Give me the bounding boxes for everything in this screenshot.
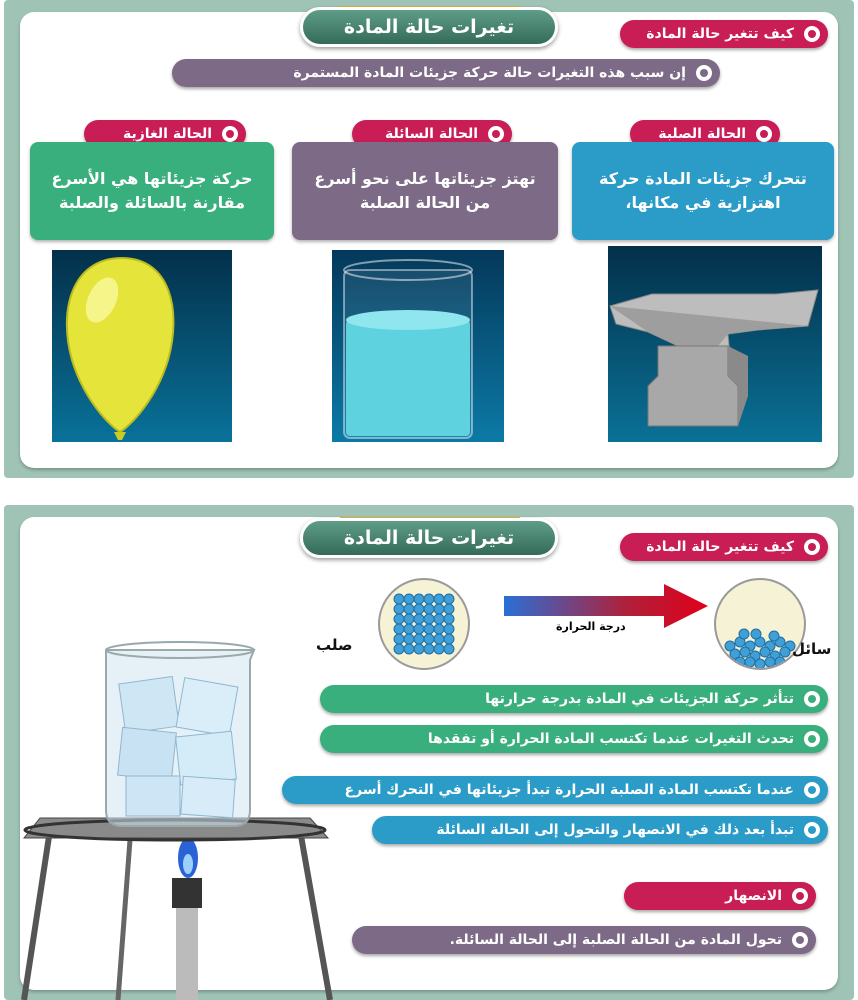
intro-banner: إن سبب هذه التغيرات حالة حركة جزيئات المادة المستمرة [172,59,720,87]
solid-particle [394,594,404,604]
solid-particle [404,594,414,604]
solid-particle [424,624,434,634]
solid-particle [414,644,424,654]
liquid-particle [740,647,750,657]
solid-particle [394,634,404,644]
solid-particles-icon [380,580,468,668]
fact-2: تحدث التغيرات عندما تكتسب المادة الحرارة أو تفقدها [320,725,828,753]
balloon-icon [52,250,232,442]
panel2-heading: كيف تتغير حالة المادة [620,533,828,561]
beaker-stand-icon [10,630,340,1000]
anvil-image [608,246,822,442]
water-glass-image [332,250,504,442]
solid-particles-circle [378,578,470,670]
solid-particle [434,644,444,654]
temperature-label: درجة الحرارة [556,620,626,633]
bullet-icon [756,126,772,142]
fact-4: تبدأ بعد ذلك في الانصهار والتحول إلى الحالة السائلة [372,816,828,844]
solid-particle [394,614,404,624]
solid-particle [404,644,414,654]
bullet-icon [222,126,238,142]
glass-icon [332,250,504,442]
liquid-desc-box: تهتز جزيئاتها على نحو أسرع من الحالة الصلبة [292,142,558,240]
liquid-particle [780,647,790,657]
solid-particle [444,644,454,654]
solid-particle [424,634,434,644]
solid-particle [414,614,424,624]
solid-particle [424,614,434,624]
solid-particle [434,624,444,634]
solid-particle [444,594,454,604]
liquid-particle [760,647,770,657]
solid-particle [414,634,424,644]
solid-particle [444,614,454,624]
solid-label: صلب [316,636,353,654]
solid-particle [414,604,424,614]
liquid-particle [769,631,779,641]
solid-particle [444,634,454,644]
solid-particle [424,604,434,614]
bullet-icon [804,782,820,798]
solid-particle [394,624,404,634]
liquid-particles-icon [716,580,804,668]
solid-particle [404,604,414,614]
bullet-icon [804,539,820,555]
bullet-icon [804,731,820,747]
solid-particle [394,644,404,654]
solid-particle [414,594,424,604]
solid-particle [434,634,444,644]
bullet-icon [804,691,820,707]
panel1-heading: كيف تتغير حالة المادة [620,20,828,48]
solid-particle [434,614,444,624]
balloon-image [52,250,232,442]
solid-particle [414,624,424,634]
fact-3: عندما تكتسب المادة الصلبة الحرارة تبدأ جزيئاتها في التحرك أسرع [282,776,828,804]
solid-particle [404,634,414,644]
solid-particle [424,594,434,604]
anvil-icon [608,246,822,442]
liquid-particle [751,629,761,639]
solid-particle [444,604,454,614]
fact-1: تتأثر حركة الجزيئات في المادة بدرجة حرارتها [320,685,828,713]
bullet-icon [792,932,808,948]
liquid-particle [765,657,775,667]
solid-particle [404,614,414,624]
solid-particle [434,594,444,604]
bullet-icon [696,65,712,81]
melting-label: الانصهار [624,882,816,910]
liquid-label: سائل [792,640,832,658]
liquid-state-label: الحالة السائلة [352,120,512,148]
liquid-particle [739,629,749,639]
solid-state-label: الحالة الصلبة [630,120,780,148]
panel1-title: تغيرات حالة المادة [300,7,558,47]
solid-particle [394,604,404,614]
bullet-icon [792,888,808,904]
solid-particle [404,624,414,634]
bullet-icon [804,822,820,838]
gas-desc-box: حركة جزيئاتها هي الأسرع مقارنة بالسائلة والصلبة [30,142,274,240]
bullet-icon [804,26,820,42]
gas-state-label: الحالة الغازية [84,120,246,148]
solid-particle [424,644,434,654]
solid-particle [434,604,444,614]
panel2-title: تغيرات حالة المادة [300,518,558,558]
solid-desc-box: تتحرك جزيئات المادة حركة اهتزازية في مكانها، [572,142,834,240]
bullet-icon [488,126,504,142]
liquid-particle [745,657,755,667]
solid-particle [444,624,454,634]
liquid-particle [755,659,765,668]
melting-definition: تحول المادة من الحالة الصلبة إلى الحالة السائلة. [352,926,816,954]
